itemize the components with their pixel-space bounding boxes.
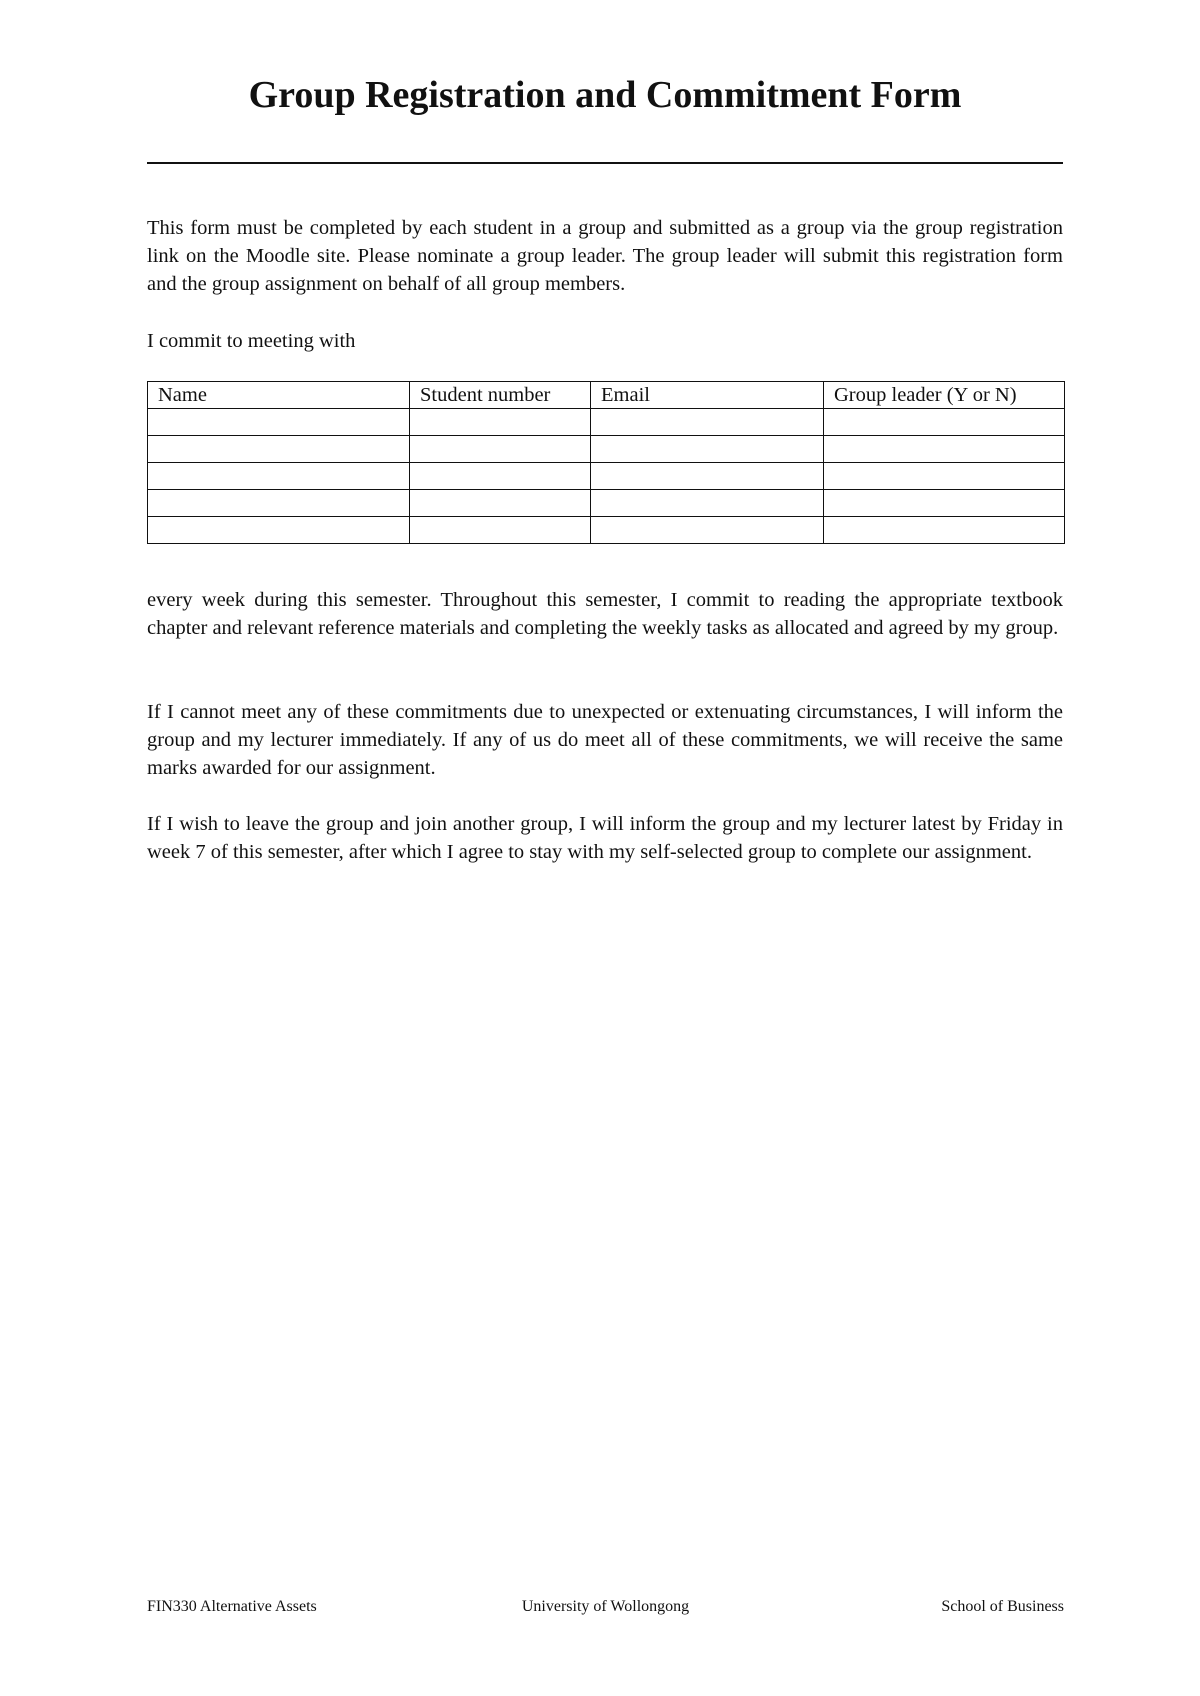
name-cell[interactable]	[148, 490, 410, 517]
name-cell[interactable]	[148, 463, 410, 490]
table-row	[148, 463, 1065, 490]
table-row	[148, 517, 1065, 544]
intro-paragraph: This form must be completed by each student in a group and submitted as a group via the group registration link on the Moodle site. Please nominate a group leader. The group leader will submit this registration form and the group assignment on behalf of all group members.	[147, 217, 1063, 295]
group-members-table	[147, 381, 1065, 544]
header-group-leader: Group leader (Y or N)	[824, 382, 1065, 409]
table-header-row	[148, 382, 1065, 409]
table-row	[148, 436, 1065, 463]
header-name: Name	[148, 382, 410, 409]
group-leader-cell[interactable]	[824, 463, 1065, 490]
name-cell[interactable]	[148, 517, 410, 544]
header-email: Email	[591, 382, 824, 409]
student-number-cell[interactable]	[410, 517, 591, 544]
group-leader-cell[interactable]	[824, 436, 1065, 463]
email-cell[interactable]	[591, 463, 824, 490]
cannot-meet-paragraph: If I cannot meet any of these commitments due to unexpected or extenuating circumstances, I will inform the group and my lecturer immediately. If any of us do meet all of these commitments, we will receive the same marks awarded for our assignment.	[147, 701, 1063, 779]
name-cell[interactable]	[148, 409, 410, 436]
email-cell[interactable]	[591, 490, 824, 517]
name-cell[interactable]	[148, 436, 410, 463]
email-cell[interactable]	[591, 436, 824, 463]
footer-university: University of Wollongong	[521, 1598, 690, 1615]
group-leader-cell[interactable]	[824, 490, 1065, 517]
student-number-cell[interactable]	[410, 463, 591, 490]
page-footer	[147, 1596, 1064, 1618]
page-title: Group Registration and Commitment Form	[248, 74, 962, 116]
student-number-cell[interactable]	[410, 436, 591, 463]
student-number-cell[interactable]	[410, 490, 591, 517]
group-leader-cell[interactable]	[824, 409, 1065, 436]
title-divider	[147, 162, 1063, 164]
footer-school: School of Business	[941, 1598, 1064, 1615]
email-cell[interactable]	[591, 517, 824, 544]
table-row	[148, 490, 1065, 517]
leave-group-paragraph: If I wish to leave the group and join another group, I will inform the group and my lecturer latest by Friday in week 7 of this semester, after which I agree to stay with my self-selected group to complete our assignment.	[147, 813, 1063, 863]
group-leader-cell[interactable]	[824, 517, 1065, 544]
table-row	[148, 409, 1065, 436]
header-student-number: Student number	[410, 382, 591, 409]
footer-course: FIN330 Alternative Assets	[147, 1598, 317, 1615]
commitment-lead-text: I commit to meeting with	[147, 330, 356, 352]
email-cell[interactable]	[591, 409, 824, 436]
student-number-cell[interactable]	[410, 409, 591, 436]
weekly-commitment-paragraph: every week during this semester. Throughout this semester, I commit to reading the appropriate textbook chapter and relevant reference materials and completing the weekly tasks as allocated and agreed by my group.	[147, 589, 1063, 639]
